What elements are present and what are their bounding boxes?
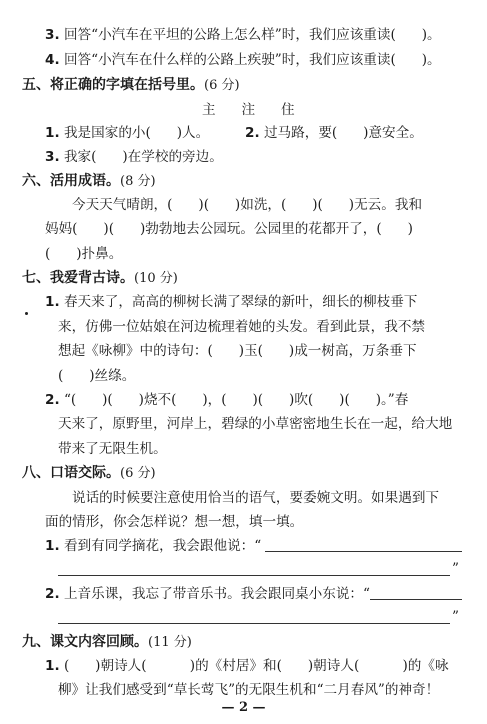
review-q1-line-1 — [45, 657, 449, 675]
fill-item-1 — [45, 124, 209, 142]
poem-q2-line-1 — [45, 391, 408, 409]
question-number: 2. — [45, 392, 60, 408]
poem-q1-line-2: 来，仿佛一位姑娘在河边梳理着她的头发。看到此景，我不禁 — [58, 319, 426, 335]
question-text: 回答“小汽车在什么样的公路上疾驶”时，我们应该重读( )。 — [59, 52, 441, 68]
intro-line-1: 说话的时候要注意使用恰当的语气，要委婉文明。如果遇到下 — [72, 490, 440, 506]
section-points: (11 分) — [148, 635, 192, 650]
question-number: 4. — [45, 52, 60, 68]
word-choices: 主 注 住 — [202, 102, 295, 118]
dialogue-q1 — [45, 537, 261, 555]
question-text: 上音乐课，我忘了带音乐书。我会跟同桌小东说：“ — [59, 586, 370, 602]
paragraph-line: 今天天气晴朗，( )( )如洗，( )( )无云。我和 — [72, 197, 423, 213]
page-number: — 2 — — [221, 700, 266, 715]
section-9-heading — [22, 633, 192, 652]
question-number: 1. — [45, 294, 60, 310]
question-text: 春天来了，高高的柳树长满了翠绿的新叶，细长的柳枝垂下 — [59, 294, 418, 310]
section-5-heading — [22, 76, 240, 95]
fill-item-2 — [245, 124, 423, 142]
question-number: 1. — [45, 538, 60, 554]
paragraph-line: 妈妈( )( )勃勃地去公园玩。公园里的花都开了，( ) — [45, 221, 413, 237]
question-number: 3. — [45, 149, 60, 165]
section-title: 七、我爱背古诗。 — [22, 270, 134, 286]
question-text: 回答“小汽车在平坦的公路上怎么样”时，我们应该重读( )。 — [59, 27, 441, 43]
poem-q1-line-3: 想起《咏柳》中的诗句：( )玉( )成一树高，万条垂下 — [58, 343, 417, 359]
section-points: (10 分) — [134, 271, 178, 286]
review-q1-line-2: 柳》让我们感受到“草长莺飞”的无限生机和“二月春风”的神奇！ — [58, 682, 440, 698]
fill-item-3 — [45, 148, 223, 166]
question-text: “( )( )烧不( )，( )( )吹( )( )。”春 — [59, 392, 409, 408]
poem-q1-line-1 — [45, 293, 417, 311]
question-text: 看到有同学摘花，我会跟他说：“ — [59, 538, 262, 554]
section-points: (8 分) — [120, 174, 156, 189]
section-title: 五、将正确的字填在括号里。 — [22, 77, 204, 93]
question-3 — [45, 26, 441, 44]
question-number: 3. — [45, 27, 60, 43]
question-text: 我是国家的小( )人。 — [59, 125, 210, 141]
section-6-heading — [22, 172, 156, 191]
section-points: (6 分) — [120, 466, 156, 481]
answer-line[interactable] — [265, 551, 462, 552]
close-quote: ” — [452, 609, 459, 625]
question-text: 我家( )在学校的旁边。 — [59, 149, 223, 165]
section-points: (6 分) — [204, 78, 240, 93]
question-number: 2. — [245, 125, 260, 141]
poem-q1-line-4: ( )丝绦。 — [58, 368, 136, 384]
stray-dot — [25, 312, 28, 315]
question-number: 2. — [45, 586, 60, 602]
section-8-heading — [22, 464, 156, 483]
section-title: 八、口语交际。 — [22, 465, 120, 481]
question-number: 1. — [45, 658, 60, 674]
paragraph-line: ( )扑鼻。 — [45, 246, 123, 262]
dialogue-q2 — [45, 585, 370, 603]
question-text: ( )朝诗人( )的《村居》和( )朝诗人( )的《咏 — [59, 658, 449, 674]
close-quote: ” — [452, 561, 459, 577]
poem-q2-line-3: 带来了无限生机。 — [58, 441, 167, 457]
answer-line[interactable] — [370, 599, 462, 600]
poem-q2-line-2: 天来了，原野里，河岸上，碧绿的小草密密地生长在一起，给大地 — [58, 416, 453, 432]
section-7-heading — [22, 269, 178, 288]
question-text: 过马路，要( )意安全。 — [259, 125, 423, 141]
answer-line[interactable] — [58, 575, 450, 576]
section-title: 六、活用成语。 — [22, 173, 120, 189]
intro-line-2: 面的情形，你会怎样说？想一想，填一填。 — [45, 514, 304, 530]
question-4 — [45, 51, 441, 69]
question-number: 1. — [45, 125, 60, 141]
answer-line[interactable] — [58, 623, 450, 624]
section-title: 九、课文内容回顾。 — [22, 634, 148, 650]
